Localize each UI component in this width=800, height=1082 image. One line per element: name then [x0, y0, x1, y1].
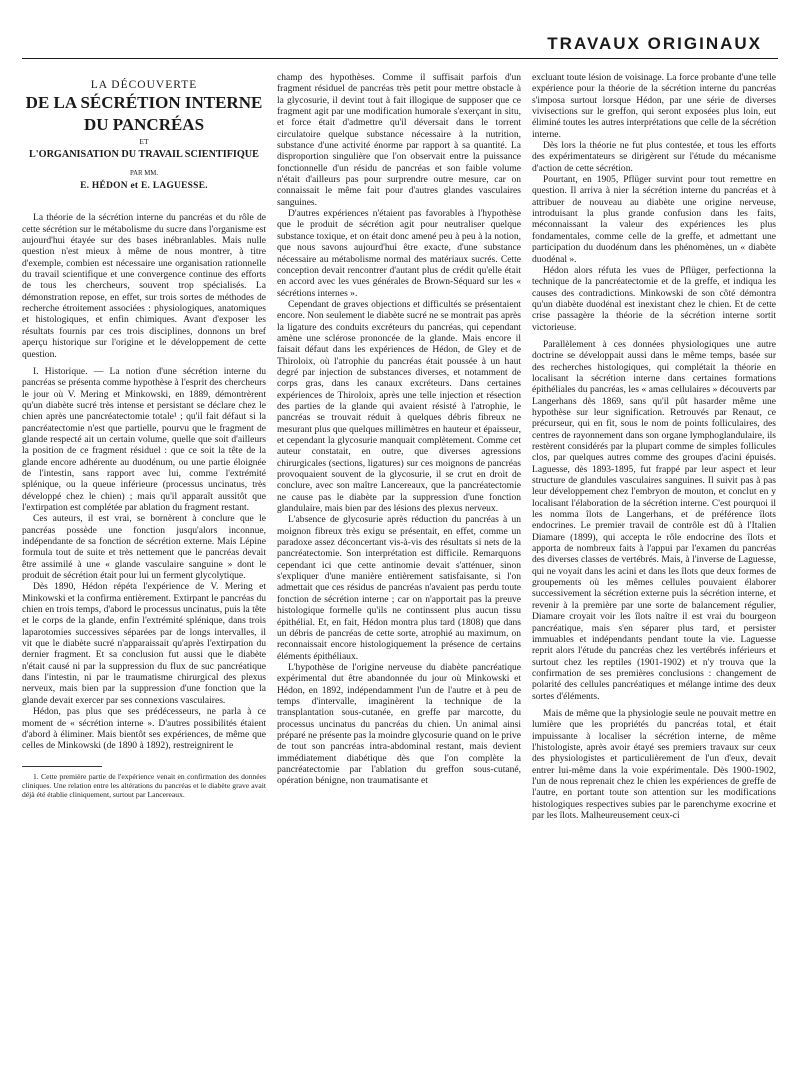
page-header	[0, 0, 800, 70]
column-3	[532, 72, 776, 1072]
article-title-block	[22, 80, 266, 192]
paragraph: Hédon alors réfuta les vues de Pflüger, perfectionna la technique de la pancréatectomie et de la greffe, et indiqua les causes des contradictions. Minkowski de son côté démontra qu'un diabète duodénal est inexistant chez le chien. Et de cette crise passagère la théorie de la sécrétion interne sortit victorieuse.	[532, 264, 776, 333]
paragraph: La théorie de la sécrétion interne du pancréas et du rôle de cette sécrétion sur le métabolisme du sucre dans l'organisme est aujourd'hui étayée sur des bases inébranlables. Mais nulle question n'est mieux à même de nous montrer, à titre d'exemple, combien est nécessaire une organisation rationnelle du travail scientifique et une convergence continue des efforts de tous les chercheurs, souvent trop spécialisés. La démonstration repose, en effet, sur trois sortes de méthodes de recherche étroitement associées : physiologiques, anatomiques et histologiques, et enfin chimiques. Avant d'exposer les résultats fournis par ces trois disciplines, donnons un bref aperçu historique sur l'origine et le développement de cette question.	[22, 212, 266, 360]
column-2	[277, 72, 521, 1072]
paragraph: D'autres expériences n'étaient pas favorables à l'hypothèse que le produit de sécrétion agit pour neutraliser quelque substance toxique, et on était donc amené peu à peu à la notion, que nous savons aujourd'hui être exacte, d'une substance nécessaire au métabolisme normal des matériaux sucrés. Cette conception devait rencontrer d'autant plus de crédit qu'elle était en accord avec les vues générales de Brown-Séquard sur les « sécrétions internes ».	[277, 208, 521, 299]
paragraph: Dès lors la théorie ne fut plus contestée, et tous les efforts des expérimentateurs se dirigèrent sur l'étude du mécanisme d'action de cette sécrétion.	[532, 140, 776, 174]
byline-par: PAR MM.	[129, 169, 159, 177]
paragraph: champ des hypothèses. Comme il suffisait parfois d'un fragment résiduel de pancréas très petit pour mettre obstacle à la glycosurie, il devint tout à fait illogique de supposer que ce fragment agit par une modification humorale s'exerçant in situ, et force était d'admettre qu'il déversait dans le torrent circulatoire quelque substance nécessaire à la nutrition, substance d'une activité énorme par rapport à sa quantité. La disproportion singulière que l'on observait entre la puissance fonctionnelle d'un résidu de pancréas et son faible volume n'était d'ailleurs pas pour surprendre outre mesure, car on connaissait le même fait pour d'autres glandes vasculaires sanguines.	[277, 72, 521, 208]
paragraph: Ces auteurs, il est vrai, se bornèrent à conclure que le pancréas possède une fonction jusqu'alors inconnue, indépendante de sa fonction de sécrétion externe. Mais Lépine formula tout de suite et très nettement que le pancréas devait être assimilé à une « glande vasculaire sanguine » dont le produit de sécrétion était pour lui un ferment glycolytique.	[22, 513, 266, 582]
paragraph: Pourtant, en 1905, Pflüger survint pour tout remettre en question. Il arriva à nier la sécrétion interne du pancréas et à attribuer de nouveau au diabète une origine nerveuse, introduisant la plus grande confusion dans les faits, méconnaissant la valeur des expériences les plus fondamentales, comme celle de la greffe, et admettant une participation du duodénum dans les phénomènes, un « diabète duodénal ».	[532, 174, 776, 265]
title-line-1: LA DÉCOUVERTE	[90, 79, 198, 91]
title-line-4: L'ORGANISATION DU TRAVAIL SCIENTIFIQUE	[29, 148, 259, 160]
paragraph: Cependant de graves objections et difficultés se présentaient encore. Non seulement le diabète sucré ne se montrait pas après la ligature des conduits excréteurs du pancréas, qui cependant amène une sclérose prononcée de la glande. Mais encore il faisait défaut dans les expériences de Hédon, de Gley et de Thiroloix, où l'atrophie du pancréas était poussée à un haut degré par injection de substances diverses, et notamment de corps gras, dans les canaux excréteurs. Dans certaines expériences de Thiroloix, après une telle injection et résection des parties de la glande qui avaient résisté à l'atrophie, le pancréas se trouvait réduit à quelques débris fibreux ne mesurant plus que quelques millimètres en hauteur et épaisseur, et cependant la glycosurie manquait complètement. Comme cet auteur constatait, en outre, que diverses agressions chirurgicales (sections, ligatures) sur ces moignons de pancréas provoquaient souvent de la glycosurie, il se crut en droit de conclure, avec son maître Lancereaux, que la pancréatectomie ne cause pas le diabète par la suppression d'une fonction glandulaire, mais bien par des lésions des plexus nerveux.	[277, 298, 521, 515]
title-et: ET	[139, 137, 149, 147]
paragraph: Parallèlement à ces données physiologiques une autre doctrine se développait aussi dans le même temps, basée sur des recherches histologiques, qui complétait la théorie en localisant la sécrétion interne dans certaines formations épithéliales du pancréas, les « amas cellulaires » découverts par Langerhans dès 1869, sans qu'il pût hasarder même une hypothèse sur leur signification. Retrouvés par Renaut, ce précurseur, qui en fit, sous le nom de points folliculaires, des centres de rayonnement dans son organe lymphoglandulaire, ils restèrent considérés par la plupart comme de simples follicules clos, par quelques autres comme des groupes d'acini épuisés. Laguesse, dès 1893-1895, fut frappé par leur aspect et leur structure de glandules vasculaires sanguines. Il suivit pas à pas leur développement chez l'embryon de mouton, et conclut en y localisant l'élaboration de la sécrétion interne. C'est pourquoi il les nomma îlots de Langerhans, et de préférence îlots endocrines. Le premier travail de contrôle est dû à l'Italien Diamare (1899), qui accepta le rôle endocrine des îlots et apporta de nombreux faits à l'appui par l'examen du pancréas des diverses classes de vertébrés. Mais, à l'inverse de Laguesse, qui ne voyait dans les acini et dans les îlots que deux formes de groupements où les mêmes cellules pouvaient élaborer successivement la sécrétion externe puis la sécrétion interne, et revenir à la première par une sorte de balancement régulier, Diamare croyait voir les îlots naître il est vrai du bourgeon pancréatique, mais s'en séparer plus tard, et persister immuables et indépendants pendant toute la vie. Laguesse reprit alors l'étude du pancréas chez les vertébrés inférieurs et surtout chez les reptiles (1901-1902) et n'y trouva que la confirmation de ses premières conclusions : changement de polarité des cellules pancréatiques et mélange intime des deux sortes d'éléments.	[532, 338, 776, 702]
footnote: 1. Cette première partie de l'expérience venait en confirmation des données cliniques. Une relation entre les altérations du pancréas et le diabète grave avait déjà été établie cliniquement, surtout par Lancereaux.	[22, 771, 266, 799]
paragraph: Dès 1890, Hédon répéta l'expérience de V. Mering et Minkowski et la confirma entièrement. Extirpant le pancréas du chien en trois temps, d'abord le processus uncinatus, puis la tête et le corps de la glande, enfin l'extrémité splénique, dans trois laparotomies successives séparées par de longs intervalles, il vit que le diabète sucré n'apparaissait qu'après l'extirpation du dernier fragment. Et sa conclusion fut aussi que le diabète n'était causé ni par la suppression du flux de suc pancréatique dans l'intestin, ni par le traumatisme chirurgical des plexus nerveux, mais bien par la suppression d'une fonction que la glande devait exercer par ses connexions vasculaires.	[22, 581, 266, 706]
column-1	[22, 72, 266, 1072]
running-head-title: TRAVAUX ORIGINAUX	[547, 34, 762, 53]
paragraph: I. Historique. — La notion d'une sécrétion interne du pancréas se présenta comme hypothèse à l'esprit des chercheurs le jour où V. Mering et Minkowski, en 1889, démontrèrent qu'un diabète sucré très intense et persistant se déclare chez le chien après une pancréatectomie totale¹ ; qu'il fait défaut si la pancréatectomie n'est que partielle, pourvu que le fragment de glande respecté ait un certain volume, quelle que soit d'ailleurs la position de ce fragment résiduel : que ce soit la tête de la glande encore adhérente au duodénum, ou une partie éloignée de l'intestin, sans rapport avec lui, comme l'extrémité splénique, ou la queue inférieure (processus uncinatus, très développé chez le chien) ; mais qu'il apparaît aussitôt que l'extirpation est complétée par ablation du fragment restant.	[22, 365, 266, 513]
title-line-2: DE LA SÉCRÉTION INTERNE	[25, 93, 263, 113]
paragraph: L'absence de glycosurie après réduction du pancréas à un moignon fibreux très exigu se présentait, en effet, comme un paradoxe assez déconcertant vis-à-vis des résultats si nets de la pancréatectomie. Son interprétation est difficile. Remarquons cependant ici que cette antinomie devait s'atténuer, sinon s'expliquer d'une manière entièrement satisfaisante, si l'on admettait que ces résidus de pancréas n'avaient pas perdu toute fonction de sécrétion interne ; car on n'apportait pas la preuve histologique formelle qu'ils ne continssent plus aucun tissu épithélial. Et, en fait, Hédon montra plus tard (1808) que dans un débris de pancréas de cette sorte, atrophié au maximum, on reconnaissait encore histologiquement la présence de certains éléments épithéliaux.	[277, 514, 521, 662]
authors: E. HÉDON et E. LAGUESSE.	[80, 181, 208, 192]
title-line-3: DU PANCRÉAS	[83, 115, 205, 135]
paragraph: excluant toute lésion de voisinage. La force probante d'une telle expérience pour la théorie de la sécrétion interne du pancréas s'imposa surtout lorsque Hédon, par une série de diverses vivisections sur le greffon, qui seront exposées plus loin, eut éliminé toutes les autres interprétations que celle de la sécrétion interne.	[532, 72, 776, 140]
paragraph: Mais de même que la physiologie seule ne pouvait mettre en lumière que les propriétés du pancréas total, et était impuissante à localiser la sécrétion interne, de même l'histologiste, après avoir étayé ses premiers travaux sur ceux des physiologistes et particulièrement de l'un d'eux, devait entrer lui-même dans la voie expérimentale. Dès 1900-1902, l'un de nous reprenait chez le chien les expériences de greffe de l'autre, en portant toute son attention sur les modifications histologiques respectives subies par le parenchyme exocrine et par les îlots. Malheureusement ceux-ci	[532, 707, 776, 821]
paragraph: L'hypothèse de l'origine nerveuse du diabète pancréatique expérimental dut être abandonnée du jour où Minkowski et Hédon, en 1892, indépendamment l'un de l'autre et à peu de temps d'intervalle, imaginèrent la technique de la transplantation sous-cutanée, en greffe par marcotte, du processus uncinatus du pancréas du chien. Un animal ainsi préparé ne présente pas la moindre glycosurie quand on le prive de tout son pancréas intra-abdominal restant, mais devient immédiatement diabétique dès que l'on complète la pancréatectomie par l'ablation du greffon sous-cutané, opération bénigne, non traumatisante et	[277, 661, 521, 787]
paragraph: Hédon, pas plus que ses prédécesseurs, ne parla à ce moment de « sécrétion interne ». D'autres possibilités étaient d'abord à éliminer. Mais bientôt ses expériences, de même que celles de Minkowski (de 1890 à 1892), restreignirent le	[22, 706, 266, 752]
header-rule	[22, 58, 778, 59]
footnote-rule	[22, 766, 102, 767]
